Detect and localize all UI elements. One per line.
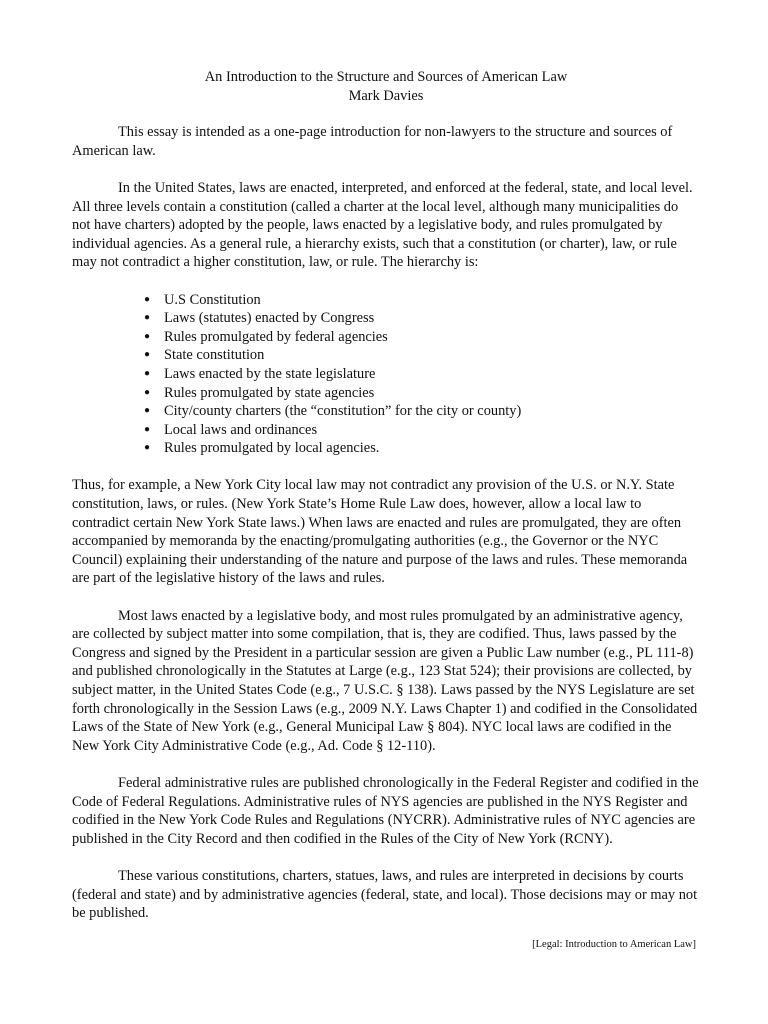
paragraph-administrative-rules: Federal administrative rules are published chronologically in the Federal Register and codified in the Code of Federal Regulations. Administrative rules of NYS agencies are published in the NYS Register and codified in the New York Code Rules and Regulations (NYCRR). Administrative rules of NYC agencies are published in the City Record and then codified in the Rules of the City of New York (RCNY). bbox=[72, 774, 699, 847]
bullet-icon: ● bbox=[144, 442, 151, 454]
bullet-icon: ● bbox=[144, 349, 151, 361]
bullet-icon: ● bbox=[144, 312, 151, 324]
list-item-text: Rules promulgated by state agencies bbox=[164, 384, 375, 401]
document-author: Mark Davies bbox=[348, 87, 424, 104]
bullet-icon: ● bbox=[144, 293, 151, 305]
list-item bbox=[72, 309, 700, 328]
list-item bbox=[72, 365, 700, 384]
list-item-text: Rules promulgated by local agencies. bbox=[164, 440, 380, 457]
list-item bbox=[72, 346, 700, 365]
list-item bbox=[72, 439, 700, 458]
paragraph-levels: In the United States, laws are enacted, interpreted, and enforced at the federal, state, and local level. All three levels contain a constitution (called a charter at the local level, although many municipalities do not have charters) adopted by the people, laws enacted by a legislative body, and rules promulgated by individual agencies. As a general rule, a hierarchy exists, such that a constitution (or charter), law, or rule may not contradict a higher constitution, law, or rule. The hierarchy is: bbox=[72, 179, 693, 271]
bullet-icon: ● bbox=[144, 423, 151, 435]
bullet-icon: ● bbox=[144, 330, 151, 342]
paragraph-intro: This essay is intended as a one-page introduction for non-lawyers to the structure and sources of American law. bbox=[72, 124, 673, 159]
list-item-text: State constitution bbox=[164, 347, 265, 364]
document-page bbox=[72, 68, 700, 941]
list-item bbox=[72, 328, 700, 347]
list-item bbox=[72, 421, 700, 440]
list-item bbox=[72, 384, 700, 403]
hierarchy-list bbox=[72, 291, 700, 458]
list-item bbox=[72, 291, 700, 310]
list-item bbox=[72, 402, 700, 421]
title-block bbox=[72, 68, 700, 105]
list-item-text: Laws enacted by the state legislature bbox=[164, 365, 376, 382]
paragraph-example: Thus, for example, a New York City local law may not contradict any provision of the U.S. or N.Y. State constitution, laws, or rules. (New York State’s Home Rule Law does, however, allow a local law to contradict certain New York State laws.) When laws are enacted and rules are promulgated, they are often accompanied by memoranda by the enacting/promulgating authorities (e.g., the Governor or the NYC Council) explaining their understanding of the nature and purpose of the laws and rules. These memoranda are part of the legislative history of the laws and rules. bbox=[72, 477, 688, 587]
bullet-icon: ● bbox=[144, 386, 151, 398]
paragraph-codification: Most laws enacted by a legislative body, and most rules promulgated by an administrative agency, are collected by subject matter into some compilation, that is, they are codified. Thus, laws passed by the Congress and signed by the President in a particular session are given a Public Law number (e.g., PL 111-8) and published chronologically in the Statutes at Large (e.g., 123 Stat 524); their provisions are collected, by subject matter, in the United States Code (e.g., 7 U.S.C. § 138). Laws passed by the NYS Legislature are set forth chronologically in the Session Laws (e.g., 2009 N.Y. Laws Chapter 1) and codified in the Consolidated Laws of the State of New York (e.g., General Municipal Law § 804). NYC local laws are codified in the New York City Administrative Code (e.g., Ad. Code § 12-110). bbox=[72, 607, 698, 754]
list-item-text: City/county charters (the “constitution” for the city or county) bbox=[164, 403, 522, 420]
paragraph-interpretation: These various constitutions, charters, statues, laws, and rules are interpreted in decisions by courts (federal and state) and by administrative agencies (federal, state, and local). Those decisions may or may not be published. bbox=[72, 867, 698, 922]
list-item-text: U.S Constitution bbox=[164, 291, 261, 308]
document-title: An Introduction to the Structure and Sources of American Law bbox=[204, 69, 568, 85]
bullet-icon: ● bbox=[144, 405, 151, 417]
list-item-text: Rules promulgated by federal agencies bbox=[164, 328, 388, 345]
footer-tag: [Legal: Introduction to American Law] bbox=[532, 939, 696, 950]
list-item-text: Laws (statutes) enacted by Congress bbox=[164, 310, 375, 327]
bullet-icon: ● bbox=[144, 367, 151, 379]
list-item-text: Local laws and ordinances bbox=[164, 421, 318, 438]
